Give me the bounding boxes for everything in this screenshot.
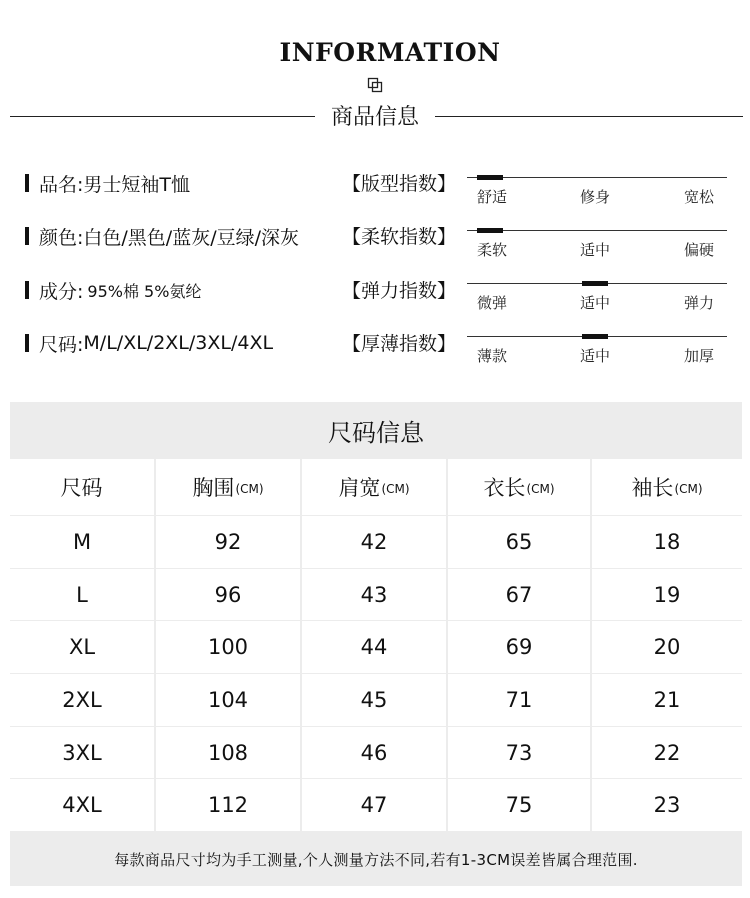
info-row-color: [25, 222, 299, 250]
column-header: 尺码: [10, 459, 156, 515]
table-cell: 71: [448, 674, 592, 726]
info-label: 品名:: [39, 173, 84, 196]
info-row-name: [25, 169, 190, 197]
bullet-bar-icon: [25, 174, 29, 192]
scale-tick: 偏硬: [684, 241, 715, 259]
scale-tick: 微弹: [477, 294, 508, 312]
scale-marker: [477, 175, 503, 180]
table-cell: 20: [653, 635, 681, 660]
index-scale-thickness: [467, 336, 727, 376]
size-table-title: 尺码信息: [328, 419, 424, 447]
scale-line: [467, 230, 727, 231]
column-header: 肩宽 (CM): [302, 459, 448, 515]
table-cell: 19: [653, 582, 681, 607]
index-label-thickness: 【厚薄指数】: [342, 332, 457, 355]
table-cell: 43: [302, 569, 448, 621]
table-cell: 18: [653, 529, 681, 554]
scale-tick: 薄款: [477, 347, 508, 365]
table-cell: 23: [653, 793, 681, 818]
table-cell: L: [10, 569, 156, 621]
scale-marker: [477, 228, 503, 233]
table-row: [10, 569, 742, 622]
table-row: [10, 727, 742, 780]
table-cell: 67: [448, 569, 592, 621]
table-cell: 75: [448, 779, 592, 831]
scale-tick: 适中: [580, 241, 611, 259]
divider-right: [435, 116, 743, 117]
section-title-product-info: 商品信息: [330, 105, 419, 130]
scale-tick: 弹力: [684, 294, 715, 312]
table-cell: XL: [10, 621, 156, 673]
table-row: [10, 516, 742, 569]
scale-tick: 宽松: [684, 188, 715, 206]
table-cell: 46: [302, 727, 448, 779]
index-scale-softness: [467, 230, 727, 270]
table-cell: 21: [653, 687, 681, 712]
index-label-elasticity: 【弹力指数】: [342, 279, 457, 302]
column-header: 胸围 (CM): [156, 459, 302, 515]
table-cell: M: [10, 516, 156, 568]
table-cell: 4XL: [10, 779, 156, 831]
table-row: [10, 621, 742, 674]
info-label: 成分:: [39, 280, 84, 303]
bullet-bar-icon: [25, 334, 29, 352]
table-cell: 69: [448, 621, 592, 673]
square-ornament-icon: [367, 77, 383, 93]
table-cell: 2XL: [10, 674, 156, 726]
column-header: 袖长 (CM): [631, 476, 703, 500]
info-row-size: [25, 329, 273, 357]
table-cell: 104: [156, 674, 302, 726]
info-value: 男士短袖T恤: [83, 173, 191, 196]
table-cell: 108: [156, 727, 302, 779]
index-scale-elasticity: [467, 283, 727, 323]
table-cell: 42: [302, 516, 448, 568]
measurement-note: 每款商品尺寸均为手工测量,个人测量方法不同,若有1-3CM误差皆属合理范围.: [114, 851, 638, 869]
table-cell: 100: [156, 621, 302, 673]
table-row: [10, 779, 742, 832]
info-label: 颜色:: [39, 226, 84, 249]
table-cell: 92: [156, 516, 302, 568]
index-scale-fit: [467, 177, 727, 217]
scale-tick: 舒适: [477, 188, 508, 206]
table-row: [10, 674, 742, 727]
size-table-grid: [10, 459, 742, 832]
info-value: M/L/XL/2XL/3XL/4XL: [83, 332, 274, 354]
scale-line: [467, 177, 727, 178]
scale-marker: [582, 334, 608, 339]
index-label-fit: 【版型指数】: [342, 172, 457, 195]
info-value: 95%棉 5%氨纶: [87, 281, 202, 301]
info-row-material: [25, 276, 201, 304]
table-cell: 47: [302, 779, 448, 831]
info-value: 白色/黑色/蓝灰/豆绿/深灰: [83, 226, 300, 249]
divider-left: [10, 116, 315, 117]
section-title-english: INFORMATION: [279, 38, 501, 67]
table-cell: 112: [156, 779, 302, 831]
scale-tick: 修身: [580, 188, 611, 206]
table-cell: 73: [448, 727, 592, 779]
table-cell: 65: [448, 516, 592, 568]
index-label-softness: 【柔软指数】: [342, 225, 457, 248]
bullet-bar-icon: [25, 281, 29, 299]
table-cell: 45: [302, 674, 448, 726]
scale-tick: 加厚: [684, 347, 715, 365]
table-cell: 44: [302, 621, 448, 673]
table-cell: 22: [653, 740, 681, 765]
table-cell: 3XL: [10, 727, 156, 779]
size-table: [10, 402, 742, 886]
scale-tick: 适中: [580, 347, 611, 365]
column-header: 衣长 (CM): [448, 459, 592, 515]
table-header-row: [10, 459, 742, 516]
table-cell: 96: [156, 569, 302, 621]
scale-tick: 适中: [580, 294, 611, 312]
scale-tick: 柔软: [477, 241, 508, 259]
info-label: 尺码:: [39, 333, 84, 356]
bullet-bar-icon: [25, 227, 29, 245]
scale-marker: [582, 281, 608, 286]
